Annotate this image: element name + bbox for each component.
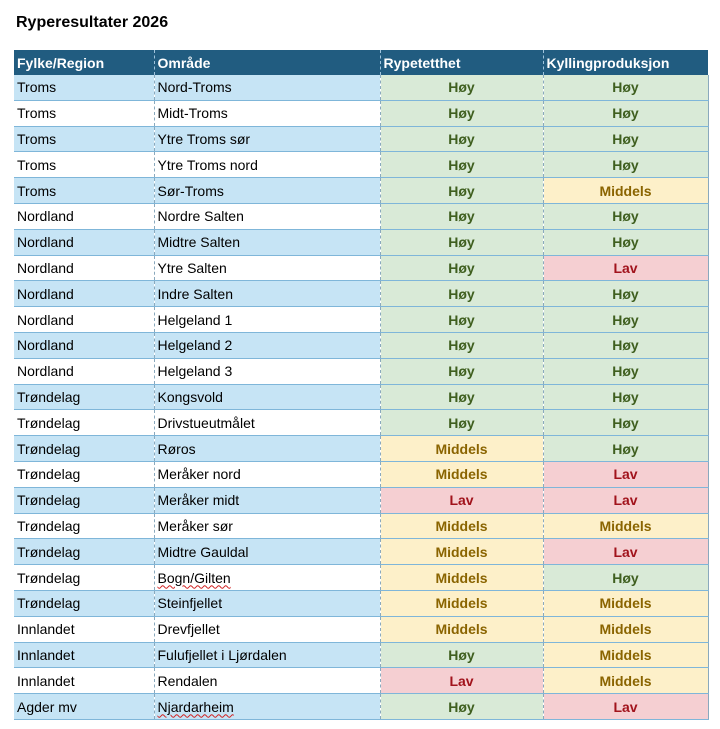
table-row: [14, 203, 708, 229]
table-row: [14, 436, 708, 462]
chick-production-cell-text: Lav: [613, 543, 638, 560]
region-cell-text: Innlandet: [17, 621, 75, 638]
area-cell-text: Midt-Troms: [157, 105, 228, 122]
region-cell-text: Trøndelag: [17, 569, 81, 586]
chick-production-cell[interactable]: [543, 487, 708, 513]
chick-production-cell[interactable]: [543, 307, 708, 333]
chick-production-cell-text: Middels: [599, 672, 652, 689]
region-cell-text: Trøndelag: [17, 595, 81, 612]
area-cell[interactable]: [154, 178, 380, 204]
density-cell-text: Middels: [435, 440, 488, 457]
area-cell-text: Helgeland 2: [157, 337, 233, 354]
region-cell[interactable]: [14, 436, 154, 462]
density-cell[interactable]: [380, 461, 543, 487]
area-cell[interactable]: [154, 513, 380, 539]
region-cell-text: Agder mv: [17, 698, 77, 715]
region-cell[interactable]: [14, 668, 154, 694]
chick-production-cell[interactable]: [543, 565, 708, 591]
density-cell[interactable]: [380, 410, 543, 436]
chick-production-cell-text: Høy: [612, 105, 639, 122]
region-cell[interactable]: [14, 100, 154, 126]
density-cell-text: Høy: [448, 646, 475, 663]
density-cell[interactable]: [380, 590, 543, 616]
table-row: [14, 668, 708, 694]
density-cell[interactable]: [380, 126, 543, 152]
table-row: [14, 126, 708, 152]
density-cell[interactable]: [380, 487, 543, 513]
table-row: [14, 539, 708, 565]
region-cell[interactable]: [14, 75, 154, 100]
chick-production-cell-text: Middels: [599, 517, 652, 534]
chick-production-cell-text: Høy: [612, 311, 639, 328]
area-cell[interactable]: [154, 668, 380, 694]
region-cell-text: Nordland: [17, 363, 74, 380]
chick-production-cell[interactable]: [543, 203, 708, 229]
density-cell[interactable]: [380, 203, 543, 229]
region-cell[interactable]: [14, 487, 154, 513]
density-cell-text: Høy: [448, 182, 475, 199]
table-row: [14, 332, 708, 358]
area-cell-text: Meråker nord: [157, 466, 241, 483]
chick-production-cell-text: Høy: [612, 208, 639, 225]
region-cell-text: Troms: [17, 156, 57, 173]
region-cell-text: Innlandet: [17, 646, 75, 663]
region-cell-text: Trøndelag: [17, 543, 81, 560]
table-row: [14, 487, 708, 513]
region-cell[interactable]: [14, 642, 154, 668]
sheet-title: Ryperesultater 2026: [16, 14, 169, 31]
chick-production-cell[interactable]: [543, 513, 708, 539]
chick-production-cell[interactable]: [543, 642, 708, 668]
region-cell-text: Innlandet: [17, 672, 75, 689]
header-region[interactable]: Fylke/Region: [14, 50, 154, 75]
region-cell-text: Trøndelag: [17, 414, 81, 431]
header-chick-production[interactable]: Kyllingproduksjon: [543, 50, 708, 75]
chick-production-cell-text: Høy: [612, 388, 639, 405]
density-cell[interactable]: [380, 616, 543, 642]
region-cell[interactable]: [14, 307, 154, 333]
region-cell-text: Trøndelag: [17, 440, 81, 457]
density-cell-text: Høy: [448, 311, 475, 328]
chick-production-cell-text: Høy: [612, 414, 639, 431]
area-cell-text: Ytre Troms nord: [157, 156, 258, 173]
table-row: [14, 461, 708, 487]
table-row: [14, 75, 708, 100]
density-cell-text: Høy: [448, 156, 475, 173]
area-cell[interactable]: [154, 281, 380, 307]
density-cell-text: Høy: [448, 698, 475, 715]
area-cell[interactable]: [154, 75, 380, 100]
area-cell[interactable]: [154, 616, 380, 642]
area-cell-text: Midtre Gauldal: [157, 543, 249, 560]
chick-production-cell[interactable]: [543, 539, 708, 565]
table-row: [14, 178, 708, 204]
density-cell[interactable]: [380, 229, 543, 255]
area-cell-text: Njardarheim: [157, 698, 234, 715]
area-cell-text: Meråker sør: [157, 517, 233, 534]
density-cell-text: Høy: [448, 79, 475, 96]
area-cell[interactable]: [154, 358, 380, 384]
table-row: [14, 255, 708, 281]
area-cell[interactable]: [154, 436, 380, 462]
region-cell[interactable]: [14, 694, 154, 720]
table-row: [14, 281, 708, 307]
region-cell[interactable]: [14, 126, 154, 152]
region-cell-text: Nordland: [17, 311, 74, 328]
region-cell[interactable]: [14, 255, 154, 281]
chick-production-cell[interactable]: [543, 668, 708, 694]
chick-production-cell[interactable]: [543, 281, 708, 307]
area-cell[interactable]: [154, 694, 380, 720]
region-cell-text: Nordland: [17, 259, 74, 276]
density-cell-text: Middels: [435, 569, 488, 586]
chick-production-cell-text: Høy: [612, 234, 639, 251]
area-cell-text: Meråker midt: [157, 492, 240, 509]
chick-production-cell[interactable]: [543, 75, 708, 100]
area-cell-text: Drivstueutmålet: [157, 414, 255, 431]
chick-production-cell[interactable]: [543, 255, 708, 281]
area-cell-text: Helgeland 1: [157, 311, 233, 328]
area-cell-text: Røros: [157, 440, 196, 457]
region-cell[interactable]: [14, 461, 154, 487]
area-cell-text: Fulufjellet i Ljørdalen: [157, 646, 287, 663]
region-cell-text: Trøndelag: [17, 517, 81, 534]
area-cell[interactable]: [154, 126, 380, 152]
area-cell[interactable]: [154, 642, 380, 668]
region-cell[interactable]: [14, 539, 154, 565]
density-cell[interactable]: [380, 513, 543, 539]
density-cell[interactable]: [380, 152, 543, 178]
chick-production-cell[interactable]: [543, 126, 708, 152]
area-cell-text: Rendalen: [157, 672, 218, 689]
chick-production-cell-text: Høy: [612, 130, 639, 147]
chick-production-cell-text: Høy: [612, 337, 639, 354]
chick-production-cell-text: Middels: [599, 182, 652, 199]
results-table: [14, 50, 709, 720]
chick-production-cell-text: Lav: [613, 466, 638, 483]
chick-production-cell[interactable]: [543, 410, 708, 436]
header-row: [14, 50, 708, 75]
table-row: [14, 358, 708, 384]
density-cell-text: Høy: [448, 208, 475, 225]
density-cell-text: Lav: [449, 492, 474, 509]
table-row: [14, 616, 708, 642]
region-cell[interactable]: [14, 384, 154, 410]
area-cell[interactable]: [154, 100, 380, 126]
density-cell[interactable]: [380, 694, 543, 720]
density-cell[interactable]: [380, 100, 543, 126]
region-cell[interactable]: [14, 565, 154, 591]
area-cell[interactable]: [154, 565, 380, 591]
density-cell[interactable]: [380, 255, 543, 281]
chick-production-cell[interactable]: [543, 152, 708, 178]
chick-production-cell-text: Høy: [612, 569, 639, 586]
area-cell-text: Indre Salten: [157, 285, 233, 302]
area-cell-text: Ytre Troms sør: [157, 130, 251, 147]
table-row: [14, 384, 708, 410]
density-cell-text: Middels: [435, 621, 488, 638]
density-cell[interactable]: [380, 332, 543, 358]
table-row: [14, 100, 708, 126]
table-row: [14, 307, 708, 333]
area-cell-text: Drevfjellet: [157, 621, 220, 638]
region-cell-text: Nordland: [17, 234, 74, 251]
area-cell[interactable]: [154, 590, 380, 616]
region-cell-text: Nordland: [17, 208, 74, 225]
region-cell[interactable]: [14, 178, 154, 204]
header-area[interactable]: Område: [154, 50, 380, 75]
area-cell[interactable]: [154, 384, 380, 410]
chick-production-cell-text: Lav: [613, 259, 638, 276]
density-cell-text: Middels: [435, 595, 488, 612]
area-cell[interactable]: [154, 203, 380, 229]
density-cell[interactable]: [380, 668, 543, 694]
area-cell-text: Nord-Troms: [157, 79, 232, 96]
density-cell-text: Høy: [448, 234, 475, 251]
density-cell-text: Middels: [435, 466, 488, 483]
table-row: [14, 642, 708, 668]
region-cell-text: Nordland: [17, 337, 74, 354]
density-cell-text: Høy: [448, 414, 475, 431]
area-cell-text: Midtre Salten: [157, 234, 240, 251]
table-row: [14, 152, 708, 178]
region-cell-text: Troms: [17, 130, 57, 147]
region-cell-text: Troms: [17, 79, 57, 96]
region-cell-text: Nordland: [17, 285, 74, 302]
chick-production-cell-text: Middels: [599, 621, 652, 638]
region-cell[interactable]: [14, 229, 154, 255]
chick-production-cell[interactable]: [543, 100, 708, 126]
area-cell-text: Helgeland 3: [157, 363, 233, 380]
chick-production-cell[interactable]: [543, 616, 708, 642]
density-cell-text: Høy: [448, 130, 475, 147]
area-cell[interactable]: [154, 539, 380, 565]
region-cell-text: Trøndelag: [17, 492, 81, 509]
region-cell[interactable]: [14, 281, 154, 307]
table-row: [14, 694, 708, 720]
density-cell-text: Høy: [448, 363, 475, 380]
chick-production-cell[interactable]: [543, 590, 708, 616]
chick-production-cell-text: Høy: [612, 363, 639, 380]
table-row: [14, 410, 708, 436]
density-cell-text: Høy: [448, 337, 475, 354]
area-cell[interactable]: [154, 255, 380, 281]
area-cell[interactable]: [154, 332, 380, 358]
area-cell[interactable]: [154, 229, 380, 255]
area-cell-text: Steinfjellet: [157, 595, 223, 612]
region-cell[interactable]: [14, 203, 154, 229]
density-cell-text: Middels: [435, 543, 488, 560]
area-cell-text: Nordre Salten: [157, 208, 244, 225]
chick-production-cell-text: Middels: [599, 595, 652, 612]
table-row: [14, 565, 708, 591]
chick-production-cell-text: Høy: [612, 79, 639, 96]
region-cell[interactable]: [14, 332, 154, 358]
density-cell[interactable]: [380, 75, 543, 100]
density-cell-text: Høy: [448, 259, 475, 276]
density-cell-text: Middels: [435, 517, 488, 534]
density-cell-text: Lav: [449, 672, 474, 689]
chick-production-cell-text: Middels: [599, 646, 652, 663]
chick-production-cell-text: Høy: [612, 285, 639, 302]
region-cell-text: Trøndelag: [17, 466, 81, 483]
region-cell-text: Trøndelag: [17, 388, 81, 405]
area-cell[interactable]: [154, 307, 380, 333]
density-cell[interactable]: [380, 565, 543, 591]
header-density[interactable]: Rypetetthet: [380, 50, 543, 75]
region-cell[interactable]: [14, 152, 154, 178]
chick-production-cell[interactable]: [543, 229, 708, 255]
table-row: [14, 590, 708, 616]
region-cell[interactable]: [14, 513, 154, 539]
chick-production-cell[interactable]: [543, 358, 708, 384]
region-cell-text: Troms: [17, 105, 57, 122]
density-cell[interactable]: [380, 358, 543, 384]
chick-production-cell[interactable]: [543, 461, 708, 487]
region-cell[interactable]: [14, 358, 154, 384]
chick-production-cell[interactable]: [543, 436, 708, 462]
chick-production-cell-text: Høy: [612, 440, 639, 457]
region-cell[interactable]: [14, 410, 154, 436]
area-cell-text: Kongsvold: [157, 388, 223, 405]
density-cell[interactable]: [380, 539, 543, 565]
area-cell-text: Sør-Troms: [157, 182, 224, 199]
area-cell[interactable]: [154, 152, 380, 178]
area-cell[interactable]: [154, 461, 380, 487]
chick-production-cell[interactable]: [543, 384, 708, 410]
density-cell[interactable]: [380, 642, 543, 668]
area-cell[interactable]: [154, 410, 380, 436]
table-row: [14, 513, 708, 539]
chick-production-cell-text: Lav: [613, 492, 638, 509]
density-cell[interactable]: [380, 281, 543, 307]
chick-production-cell[interactable]: [543, 694, 708, 720]
chick-production-cell-text: Høy: [612, 156, 639, 173]
area-cell-text: Ytre Salten: [157, 259, 227, 276]
density-cell[interactable]: [380, 178, 543, 204]
region-cell-text: Troms: [17, 182, 57, 199]
chick-production-cell[interactable]: [543, 332, 708, 358]
density-cell-text: Høy: [448, 105, 475, 122]
table-row: [14, 229, 708, 255]
density-cell-text: Høy: [448, 388, 475, 405]
area-cell-text: Bogn/Gilten: [157, 569, 231, 586]
density-cell-text: Høy: [448, 285, 475, 302]
density-cell[interactable]: [380, 307, 543, 333]
chick-production-cell[interactable]: [543, 178, 708, 204]
density-cell[interactable]: [380, 384, 543, 410]
chick-production-cell-text: Lav: [613, 698, 638, 715]
area-cell[interactable]: [154, 487, 380, 513]
region-cell[interactable]: [14, 590, 154, 616]
density-cell[interactable]: [380, 436, 543, 462]
region-cell[interactable]: [14, 616, 154, 642]
